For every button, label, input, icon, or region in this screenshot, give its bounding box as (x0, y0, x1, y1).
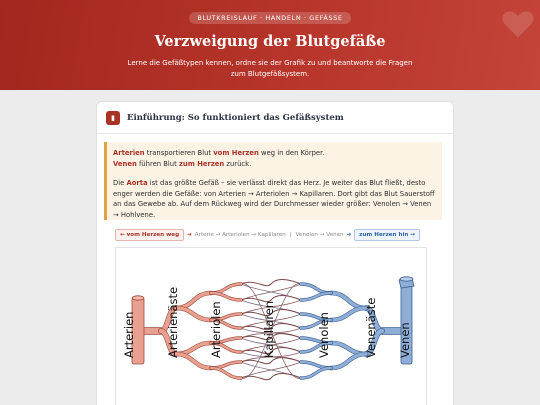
artery-opening (132, 296, 144, 300)
term-vom-herzen: vom Herzen (213, 149, 259, 157)
legend-artery-path: Arterie → Arteriolen → Kapillaren (194, 232, 286, 238)
term-venen: Venen (113, 159, 137, 168)
capillary (241, 284, 301, 300)
legend-chip-toward: zum Herzen hin → (354, 229, 420, 241)
diagram-label-venen: Venen (398, 322, 412, 358)
page-title: Verzweigung der Blutgefäße (154, 33, 386, 50)
artery-branch (176, 293, 211, 308)
vein-tree (301, 284, 401, 378)
legend-vein-path: Venolen → Venen (295, 232, 344, 238)
diagram-label-arterien: Arterien (122, 311, 136, 358)
diagram-label-kapillaren: Kapillaren (262, 300, 276, 358)
arrow-right-icon: ➔ (187, 232, 192, 238)
legend-chip-away: ← vom Herzen weg (115, 229, 184, 241)
book-icon: ▮ (106, 111, 120, 125)
term-aorta: Aorta (126, 179, 148, 188)
legend-separator: | (289, 232, 292, 238)
heart-icon (500, 6, 536, 42)
capillary (241, 280, 301, 286)
artery-branch (211, 293, 241, 300)
term-arterien: Arterien (113, 149, 145, 157)
artery-branch (211, 368, 241, 378)
intro-card (96, 101, 454, 405)
intro-card-title: Einführung: So funktioniert das Gefäßsystem (127, 112, 344, 123)
arrow-right-icon: ➔ (346, 232, 352, 238)
vein-opening (400, 277, 413, 281)
capillary (241, 362, 301, 378)
info-paragraph-1: Arterien transportieren Blut vom Herzen weg in den Körper. Venen führen Blut zum Herzen zurück. (113, 149, 325, 168)
vein-branch (301, 293, 331, 300)
info-paragraph-2: Die Aorta ist das größte Gefäß – sie verlässt direkt das Herz. Je weiter das Blut fließt, desto enger werden die Gefäße: von Arterien → Arteriolen → Kapillaren. Dort gibt das Blut Sauerstoff an das Gewebe ab. Auf dem Rückweg wird der Durchmesser wieder größer: Venolen → Venen → Hohlvene. (113, 179, 435, 219)
diagram-label-arterienaeste: Arterienäste (166, 286, 180, 358)
term-zum-herzen: zum Herzen (178, 159, 225, 168)
vein-branch (331, 308, 366, 320)
vein-branch (331, 354, 366, 368)
diagram-label-venenaeste: Venenäste (364, 297, 378, 358)
capillary (241, 358, 301, 364)
artery-branch (176, 308, 211, 320)
header-banner (0, 0, 540, 90)
artery-branch (176, 354, 211, 368)
intro-card-header (97, 102, 453, 134)
vein-branch (301, 368, 331, 378)
diagram-label-arteriolen: Arteriolen (209, 301, 223, 358)
page-subtitle: Lerne die Gefäßtypen kennen, ordne sie der Grafik zu und beantworte die Fragen zum Blutgefäßsystem. (127, 59, 413, 78)
diagram-label-venolen: Venolen (317, 312, 331, 358)
artery-tree (144, 284, 241, 378)
flow-legend (115, 229, 420, 241)
info-box (104, 142, 442, 220)
vessel-diagram (115, 247, 427, 405)
vein-branch (331, 293, 366, 308)
topic-pill: BLUTKREISLAUF · HANDELN · GEFÄSSE (189, 12, 350, 24)
